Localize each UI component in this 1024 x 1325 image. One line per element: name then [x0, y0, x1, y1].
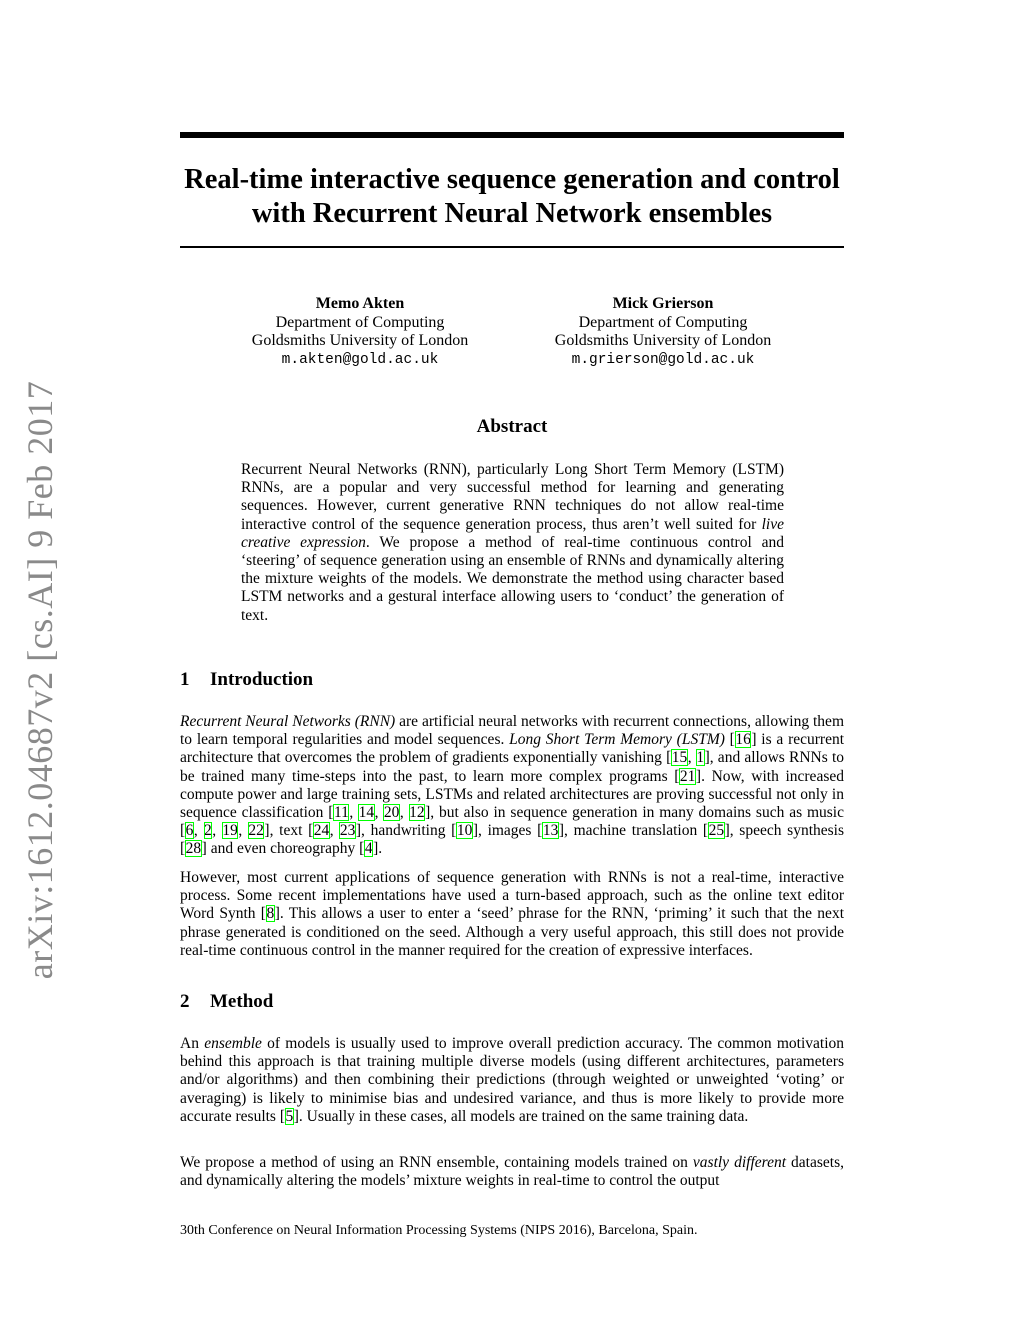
title-bottom-rule [180, 246, 844, 248]
text-run: ] and even choreography [ [201, 840, 365, 858]
text-run: ] is a recurrent architecture that overcomes the problem of gradients exponentially vanishing [ [180, 731, 845, 767]
text-run: ]. This allows a user to enter a ‘seed’ phrase for the RNN, ‘priming’ it such that the next phrase generated is conditioned on the seed. Although a very useful approach, this still does not provide real-time continuous control in the manner required for the creation of expressive interfaces. [180, 905, 844, 959]
section-number: 1 [180, 669, 190, 690]
intro-paragraph-2 [180, 869, 844, 960]
text-run: ], images [ [472, 822, 543, 840]
section-title: Introduction [210, 669, 314, 690]
abstract-text-part: . We propose a method of real-time continuous control and ‘steering’ of sequence generation using an ensemble of RNNs and dynamically altering the mixture weights of the models. We demonstrate the method using character based LSTM networks and a gestural interface allowing users to ‘conduct’ the generation of text. [241, 533, 784, 624]
conference-footnote: 30th Conference on Neural Information Processing Systems (NIPS 2016), Barcelona, Spain. [180, 1223, 698, 1238]
intro-paragraph-1: Recurrent Neural Networks (RNN) are artificial neural networks with recurrent connections, allowing them to learn temporal regularities and model sequences. Long Short Term Memory (LSTM) [16] is a recurrent architecture that overcomes the problem of gradients exponentially vanishing [15, 1], and allows RNNs to be trained many time-steps into the past, to learn more complex programs [21]. Now, with increased compute power and large training sets, LSTMs and related architectures are proving successful not only in sequence classification [11, 14, 20, 12], but also in sequence generation in many domains such as music [6, 2, 19, 22], text [24, 23], handwriting [10], images [13], machine translation [25], speech synthesis [28] and even choreography [4]. [180, 713, 845, 858]
text-run: ]. [373, 840, 383, 858]
citation-link[interactable]: 8 [266, 905, 275, 923]
text-run: However, most current applications of sequence generation with RNNs is not a real-time, interactive process. Some recent implementations have used a turn-based approach, such as the online text editor Word Synth [ [180, 869, 844, 923]
citation-link[interactable]: 15 [671, 749, 688, 767]
method-paragraph-1 [180, 1035, 844, 1126]
text-run: We propose a method of using an RNN ensemble, containing models trained on [180, 1154, 693, 1171]
citation-link[interactable]: 16 [735, 731, 751, 749]
title-top-rule [180, 132, 844, 138]
text-run: of models is usually used to improve overall prediction accuracy. The common motivation behind this approach is that training multiple diverse models (using different architectures, parameters and/or algorithms) and then combining their predictions (through weighted or unweighted ‘voting’ or averaging) is likely to minimise bias and undesired variance, and thus is more likely to provide more accurate results [ [180, 1035, 844, 1125]
citation-link[interactable]: 25 [708, 822, 725, 840]
citation-link[interactable]: 24 [313, 822, 330, 840]
term-emphasis: ensemble [204, 1035, 262, 1052]
citation-link[interactable]: 13 [542, 822, 559, 840]
arxiv-identifier: arXiv:1612.04687v2 [cs.AI] 9 Feb 2017 [20, 380, 60, 980]
citation-link[interactable]: 19 [222, 822, 238, 840]
text-run: are artificial neural networks with recurrent connections, allowing them to learn temporal regularities and model sequences. [180, 713, 844, 749]
section-heading-method [180, 991, 273, 1013]
citation-link[interactable]: 22 [248, 822, 264, 840]
citation-link[interactable]: 2 [204, 822, 212, 840]
author-block-2 [523, 295, 803, 369]
citation-link[interactable]: 14 [358, 804, 375, 822]
citation-link[interactable]: 12 [409, 804, 425, 822]
citation-link[interactable]: 10 [456, 822, 473, 840]
author-university: Goldsmiths University of London [554, 332, 772, 349]
section-number: 2 [180, 991, 190, 1012]
text-run: ], handwriting [ [355, 822, 457, 840]
term-emphasis: vastly different [692, 1154, 787, 1171]
text-run: An [180, 1035, 205, 1052]
term-emphasis: Long Short Term Memory (LSTM) [509, 731, 725, 749]
section-heading-introduction [180, 669, 313, 691]
citation-link[interactable]: 5 [285, 1107, 294, 1125]
title-line-1: Real-time interactive sequence generation and control [184, 164, 840, 195]
abstract-heading: Abstract [476, 416, 548, 437]
text-run: ], text [ [264, 822, 314, 840]
citation-link[interactable]: 1 [696, 749, 705, 767]
citation-link[interactable]: 11 [333, 804, 349, 822]
text-run: [ [724, 731, 735, 749]
author-name: Memo Akten [315, 295, 405, 312]
text-run: datasets, and dynamically altering the models’ mixture weights in real-time to control the output [180, 1154, 844, 1190]
author-department: Department of Computing [578, 313, 748, 331]
text-run: ]. Now, with increased compute power and large training sets, LSTMs and related architectures are proving successful not only in sequence classification [ [180, 767, 844, 822]
title-line-2: with Recurrent Neural Network ensembles [251, 198, 773, 229]
text-run: ]. Usually in these cases, all models are trained on the same training data. [293, 1107, 749, 1125]
abstract-text-part: Recurrent Neural Networks (RNN), particularly Long Short Term Memory (LSTM) RNNs, are a popular and very successful method for learning and generating sequences. However, current generative RNN techniques do not allow real-time interactive control of the sequence generation process, thus aren’t well suited for [241, 461, 784, 533]
citation-link[interactable]: 6 [185, 822, 194, 840]
method-paragraph-2 [180, 1154, 844, 1190]
citation-link[interactable]: 20 [383, 804, 400, 822]
author-email[interactable]: m.grierson@gold.ac.uk [571, 351, 755, 368]
author-email[interactable]: m.akten@gold.ac.uk [281, 351, 439, 368]
text-run: ], and allows RNNs to be trained many time-steps into the past, to learn more complex programs [ [180, 749, 845, 785]
paper-title [170, 163, 854, 231]
section-title: Method [210, 991, 274, 1012]
author-university: Goldsmiths University of London [251, 332, 469, 349]
author-name: Mick Grierson [612, 295, 714, 312]
text-run: ], speech synthesis [ [180, 822, 845, 858]
citation-link[interactable]: 21 [679, 767, 696, 785]
citation-link[interactable]: 4 [364, 840, 373, 858]
author-block-1 [220, 295, 500, 369]
term-emphasis: Recurrent Neural Networks (RNN) [180, 713, 396, 730]
abstract-text [241, 461, 784, 625]
abstract-emphasis: live creative expression [241, 515, 784, 551]
text-run: ], machine translation [ [558, 822, 709, 840]
text-run: ], but also in sequence generation in many domains such as music [ [180, 804, 844, 840]
citation-link[interactable]: 23 [339, 822, 356, 840]
citation-link[interactable]: 28 [185, 840, 202, 858]
author-department: Department of Computing [275, 313, 445, 331]
